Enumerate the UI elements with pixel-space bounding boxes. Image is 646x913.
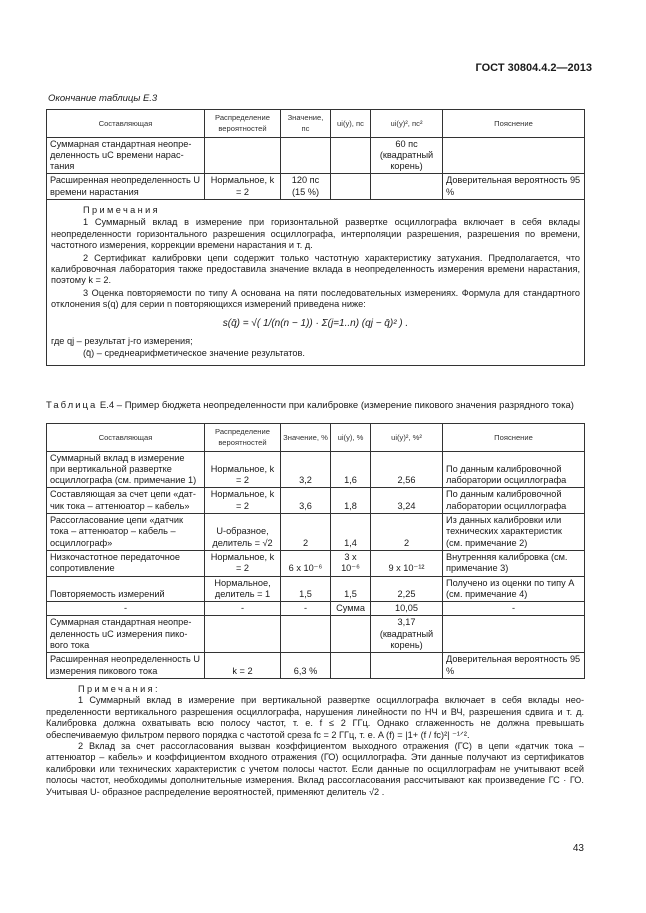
cell: 3,6	[281, 488, 331, 514]
cell: -	[443, 602, 585, 616]
cell: Рассогласование цепи «датчик тока – аттенюатор – кабель – осциллограф»	[47, 514, 205, 551]
cell: Нормальное, k = 2	[205, 451, 281, 488]
cell: 2,56	[371, 451, 443, 488]
table-e4-caption	[46, 400, 586, 412]
note-3: 3 Оценка повторяемости по типу А основана на пяти последовательных измерениях. Формула для стандартного отклонения s(q) для серии n повторяющихся измерений приведена ниже:	[51, 287, 580, 310]
cell: k = 2	[205, 653, 281, 679]
table-row	[47, 576, 585, 602]
cell	[281, 616, 331, 653]
page-number: 43	[572, 843, 584, 854]
col-header: Пояснение	[443, 424, 585, 452]
cell: По данным калибровочной лаборатории осциллографа	[443, 488, 585, 514]
cell: Составляющая за счет цепи «датчик тока – аттенюатор – кабель»	[47, 488, 205, 514]
cell: Повторяемость измерений	[47, 576, 205, 602]
formula-where-2: (q̄) – среднеарифметическое значение результатов.	[83, 348, 305, 359]
std-deviation-formula: s(q̄) = √( 1/(n(n − 1)) · Σ(j=1..n) (qj − q̄)² ) .	[222, 317, 409, 329]
cell: Суммарная стандартная неопределенность uC времени нарастания	[47, 137, 205, 174]
cell	[371, 653, 443, 679]
cell: 1,4	[331, 514, 371, 551]
notes-header: Примечания:	[78, 684, 160, 694]
cell: 3 x 10⁻⁶	[331, 550, 371, 576]
table-row	[47, 616, 585, 653]
cell: 120 пс (15 %)	[281, 174, 331, 200]
cell	[371, 174, 443, 200]
table-row	[47, 550, 585, 576]
table-row	[47, 514, 585, 551]
cell: -	[281, 602, 331, 616]
standard-designation: ГОСТ 30804.4.2—2013	[475, 62, 592, 74]
cell	[443, 137, 585, 174]
col-header: ui(y)², пс²	[371, 110, 443, 138]
cell: Нормальное, k = 2	[205, 174, 281, 200]
cell	[443, 616, 585, 653]
col-header: ui(y), пс	[331, 110, 371, 138]
table-row	[47, 488, 585, 514]
notes-header: Примечания	[83, 205, 161, 216]
note-2: 2 Вклад за счет рассогласования вызван коэффициентом выходного отражения (ГС) в цепи «датчик тока – аттенюатор – кабель» и коэффициентом входного отражения (ГО) осциллографа. Эти данные получают из сертификатов калибровки или технических характеристик с учетом полосы частот. Если данные по осциллографам не учитывают всей полосы частот, необходимы дополнительные измерения. Вклад рассогласования рассчитывают как произведение ГС · ГО. Учитывая U- образное распределение вероятностей, применяют делитель √2 .	[46, 741, 584, 797]
col-header: Распределение вероятностей	[205, 424, 281, 452]
table-e4-notes	[46, 684, 584, 798]
col-header: Значение, пс	[281, 110, 331, 138]
table-row	[47, 174, 585, 200]
cell	[281, 137, 331, 174]
cell: 2	[281, 514, 331, 551]
cell: 2	[371, 514, 443, 551]
table-row	[47, 653, 585, 679]
col-header: ui(y)², %²	[371, 424, 443, 452]
cell: Расширенная неопределенность U времени нарастания	[47, 174, 205, 200]
cell: Доверительная вероятность 95 %	[443, 174, 585, 200]
cell: Сумма	[331, 602, 371, 616]
table-e3	[46, 109, 585, 366]
cell: Низкочастотное передаточное сопротивление	[47, 550, 205, 576]
table-e4-caption-text: Е.4 – Пример бюджета неопределенности при калибровке (измерение пикового значения разрядного тока)	[99, 400, 574, 411]
cell: Суммарный вклад в измерение при вертикальной развертке осциллографа (см. примечание 1)	[47, 451, 205, 488]
cell: 9 x 10⁻¹²	[371, 550, 443, 576]
cell: 1,5	[331, 576, 371, 602]
cell: -	[205, 602, 281, 616]
cell: 6,3 %	[281, 653, 331, 679]
table-e4	[46, 423, 585, 679]
col-header: Значение, %	[281, 424, 331, 452]
formula-where-1: где qj – результат j-го измерения;	[51, 335, 193, 346]
cell: -	[47, 602, 205, 616]
table-row	[47, 137, 585, 174]
cell	[331, 174, 371, 200]
cell: 1,5	[281, 576, 331, 602]
cell: Нормальное, делитель = 1	[205, 576, 281, 602]
table-row	[47, 451, 585, 488]
cell: Нормальное, k = 2	[205, 550, 281, 576]
cell: U-образное, делитель = √2	[205, 514, 281, 551]
cell	[205, 137, 281, 174]
cell: Расширенная неопределенность U измерения пикового тока	[47, 653, 205, 679]
note-2: 2 Сертификат калибровки цепи содержит только частотную характеристику затухания. Предполагается, что калибровочная лаборатория также предоставила значение вклада в неопределенность измерения времени нарастания, поэтому k = 2.	[51, 252, 580, 286]
cell: По данным калибровочной лаборатории осциллографа	[443, 451, 585, 488]
cell	[331, 137, 371, 174]
cell: Суммарная стандартная неопределенность uC измерения пикового тока	[47, 616, 205, 653]
table-e4-caption-prefix: Таблица	[46, 400, 98, 411]
cell: 3,24	[371, 488, 443, 514]
col-header: Распределение вероятностей	[205, 110, 281, 138]
col-header: Составляющая	[47, 110, 205, 138]
cell: Из данных калибровки или технических характеристик (см. примечание 2)	[443, 514, 585, 551]
cell: 10,05	[371, 602, 443, 616]
cell: 3,17 (квадратный корень)	[371, 616, 443, 653]
cell: 3,2	[281, 451, 331, 488]
table-e3-notes	[47, 200, 585, 366]
cell: Доверительная вероятность 95 %	[443, 653, 585, 679]
cell	[331, 653, 371, 679]
col-header: Пояснение	[443, 110, 585, 138]
col-header: ui(y), %	[331, 424, 371, 452]
cell: 60 пс (квадратный корень)	[371, 137, 443, 174]
cell: 6 x 10⁻⁶	[281, 550, 331, 576]
table-row	[47, 602, 585, 616]
note-1: 1 Суммарный вклад в измерение при вертикальной развертке осциллографа включает в себя вклады неопределенности вертикального разрешения осциллографа, нарушения линейности по НЧ и ВЧ, разрешения сдвига и т. д. Калибровка должна охватывать всю полосу частот, т. е. f ≤ 2 ГГц. Однако сглаженность не должна превышать обеспечиваемую фильтром первого порядка с частотой среза fc = 2 ГГц, т. е. A (f) = |1+ (f / fc)²| ⁻¹ᐟ².	[46, 695, 584, 740]
cell: 1,8	[331, 488, 371, 514]
cell: Нормальное, k = 2	[205, 488, 281, 514]
cell: Получено из оценки по типу А (см. примечание 4)	[443, 576, 585, 602]
cell	[331, 616, 371, 653]
note-1: 1 Суммарный вклад в измерение при горизонтальной развертке осциллографа включает в себя вклады неопределенности горизонтального разрешения осциллографа, интерполяции разрешения, разрешения по времени, частотного измерения, коррекции времени нарастания и т. д.	[51, 217, 580, 251]
cell: 1,6	[331, 451, 371, 488]
cell	[205, 616, 281, 653]
table-e3-caption: Окончание таблицы Е.3	[48, 93, 158, 104]
col-header: Составляющая	[47, 424, 205, 452]
cell: 2,25	[371, 576, 443, 602]
cell: Внутренняя калибровка (см. примечание 3)	[443, 550, 585, 576]
